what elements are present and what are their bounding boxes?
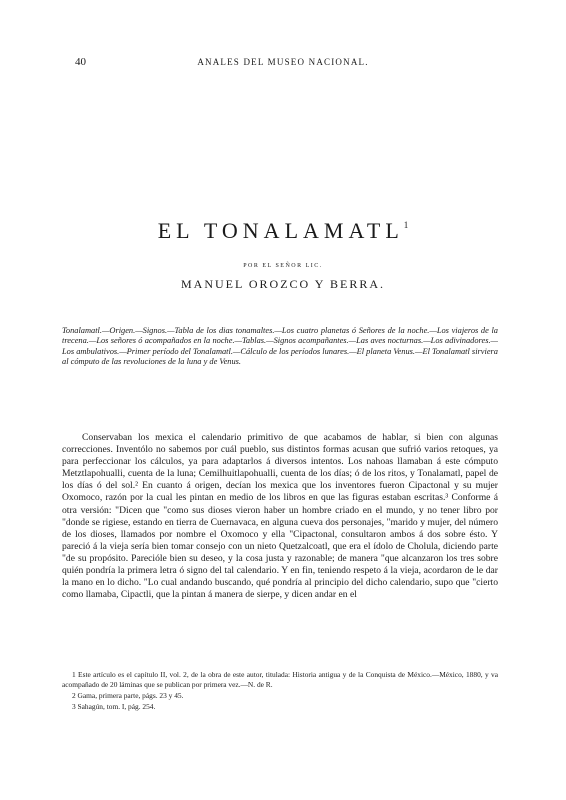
body-paragraph: Conservaban los mexica el calendario primitivo de que acabamos de hablar, si bien con algunas correcciones. Inventólo no sabemos por cuál pueblo, sus distintos formas acusan que sufrió varios retoques, ya para perfeccionar los cálculos, ya para adaptarlos á diversos intentos. Los nahoas llamaban á este cómputo Metztlapohualli, cuenta de la luna; Cemilhuitlapohualli, cuenta de los días; ó de los ritos, y Tonalamatl, papel de los días ó del sol.² En cuanto á origen, decían los mexica que los inventores fueron Cipactonal y su mujer Oxomoco, razón por la cual les pintan en medio de los libros en que las figuras estaban escritas.³ Conforme á otra versión: "Dicen que "como sus dioses vieron haber un hombre criado en el mundo, y no tener libro por "donde se rigiese, estando en tierra de Cuernavaca, en alguna cueva dos personajes, "marido y mujer, del número de los dioses, llamados por nombre el Oxomoco y ella "Cipactonal, consultaron ambos á dos sobre ésto. Y pareció á la vieja sería bien tomar consejo con un nieto Quetzalcoatl, que era el ídolo de Cholula, diciendo parte "de su propósito. Parecióle bien su deseo, y la cosa justa y razonable; de manera "que alcanzaron los tres sobre quién pondría la primera letra ó signo del tal calendario. Y en fin, teniendo respeto á la vieja, acordaron de le dar la mano en lo dicho. "Lo cual andando buscando, qué pondría al principio del dicho calendario, supo que "cierto como llamaba, Cipactli, que la pintan á manera de sierpe, y dicen andar en el (62, 432, 498, 601)
author-name: MANUEL OROZCO Y BERRA. (180, 277, 385, 291)
byline: POR EL SEÑOR LIC. (243, 263, 323, 269)
footnotes (62, 670, 498, 713)
running-title: ANALES DEL MUSEO NACIONAL. (197, 57, 369, 67)
chapter-summary: Tonalamatl.—Origen.—Signos.—Tabla de los dias tonamaltes.—Los cuatro planetas ó Señores de la noche.—Los viajeros de la trecena.—Los señores ó acompañados en la noche.—Tablas.—Signos acompañantes.—Las aves nocturnas.—Los adivinadores.—Los ambulativos.—Primer período del Tonalamatl.—Cálculo de los períodos lunares.—El planeta Venus.—El Tonalamatl sirviera al cómputo de las revoluciones de la luna y de Venus. (62, 326, 498, 367)
footnote-divider (62, 667, 498, 668)
footnote: 1 Este artículo es el capítulo II, vol. 2, de la obra de este autor, titulada: Historia antigua y de la Conquista de México.—México, 1880, y va acompañado de 20 láminas que se publican por primera vez.—N. de R. (62, 670, 498, 689)
running-head (62, 56, 504, 70)
footnote: 2 Gama, primera parte, págs. 23 y 45. (72, 691, 184, 700)
article-title-text: EL TONALAMATL (157, 218, 404, 243)
body-text (62, 432, 498, 601)
title-footnote-marker: 1 (403, 220, 409, 230)
footnote: 3 Sahagún, tom. I, pág. 254. (72, 702, 156, 711)
page-number: 40 (75, 56, 86, 68)
article-title (0, 212, 566, 244)
